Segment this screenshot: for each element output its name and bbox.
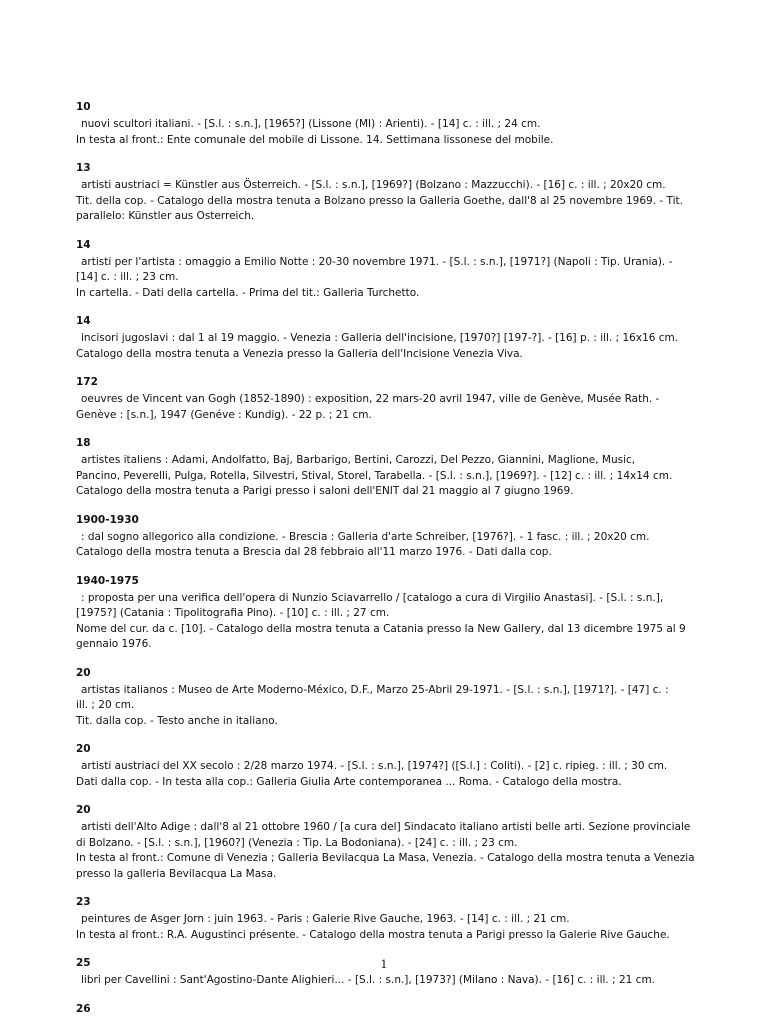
entry-heading: 10 [76,101,91,113]
entry-title-line: nuovi scultori italiani. - [S.l. : s.n.], [1965?] (Lissone (MI) : Arienti). - [14] c. : ill. ; 24 cm. [81,118,541,130]
entry-note-line: Tit. dalla cop. - Testo anche in italiano. [76,714,278,727]
entry-title-line: artisti austriaci = Künstler aus Österreich. - [S.l. : s.n.], [1969?] (Bolzano : Mazzucchi). - [16] c. : ill. ; 20x20 cm. [81,179,666,191]
entry-title-line: : dal sogno allegorico alla condizione. - Brescia : Galleria d'arte Schreiber, [1976?]. - 1 fasc. : ill. ; 20x20 cm. [81,530,650,543]
catalog-entry [76,574,696,653]
entry-title-line: incisori jugoslavi : dal 1 al 19 maggio. - Venezia : Galleria dell'incisione, [1970?] [197-?]. - [16] p. : ill. ; 16x16 cm. [81,332,679,344]
entry-note-line: Catalogo della mostra tenuta a Parigi presso i saloni dell'ENIT dal 21 maggio al 7 giugno 1969. [76,485,574,497]
catalog-entry [76,803,696,882]
entry-note-line: In testa al front.: R.A. Augustinci présente. - Catalogo della mostra tenuta a Parigi presso la Galerie Rive Gauche. [76,928,670,941]
catalog-entry [76,238,696,302]
entry-note-line: [1975?] (Catania : Tipolitografia Pino). - [10] c. : ill. ; 27 cm. [76,607,390,619]
entry-note-line: presso la galleria Bevilacqua La Masa. [76,867,277,880]
entry-heading: 20 [76,804,91,816]
entry-note-line: Catalogo della mostra tenuta a Venezia presso la Galleria dell'Incisione Venezia Viva. [76,347,523,360]
entry-title-line: libri per Cavellini : Sant'Agostino-Dante Alighieri... - [S.l. : s.n.], [1973?] (Milano : Nava). - [16] c. : ill. ; 21 cm. [81,974,656,986]
catalog-entry [76,100,696,148]
catalog-entry [76,375,696,423]
entry-note-line: di Bolzano. - [S.l. : s.n.], [1960?] (Venezia : Tip. La Bodoniana). - [24] c. : ill. ; 23 cm. [76,836,518,849]
entry-heading: 14 [76,238,91,251]
entry-note-line: In cartella. - Dati della cartella. - Prima del tit.: Galleria Turchetto. [76,286,420,299]
entry-note-line: Pancino, Peverelli, Pulga, Rotella, Silvestri, Stival, Storel, Tarabella. - [S.l. : s.n.], [1969?]. - [12] c. : ill. ; 14x14 cm. [76,469,673,482]
entry-note-line: Genève : [s.n.], 1947 (Genéve : Kundig). - 22 p. ; 21 cm. [76,408,372,421]
entry-note-line: Nome del cur. da c. [10]. - Catalogo della mostra tenuta a Catania presso la New Gallery, dal 13 dicembre 1975 al 9 [76,622,686,635]
entry-title-line: : proposta per una verifica dell'opera di Nunzio Sciavarrello / [catalogo a cura di Virgilio Anastasi]. - [S.l. : s.n.], [81,591,664,604]
entry-heading: 25 [76,957,91,969]
entry-note-line: Dati dalla cop. - In testa alla cop.: Galleria Giulia Arte contemporanea ... Roma. - Catalogo della mostra. [76,775,622,788]
entry-heading: 13 [76,162,91,174]
entry-heading: 26 [76,1002,91,1015]
entry-heading: 18 [76,437,91,449]
catalog-entry [76,1002,696,1017]
entry-note-line: In testa al front.: Ente comunale del mobile di Lissone. 14. Settimana lissonese del mobile. [76,133,554,146]
catalog-entry [76,436,696,500]
entry-note-line: In testa al front.: Comune di Venezia ; Galleria Bevilacqua La Masa, Venezia. - Catalogo della mostra tenuta a Venezia [76,852,695,864]
entry-note-line: parallelo: Künstler aus Osterreich. [76,210,255,222]
entry-note-line: ill. ; 20 cm. [76,699,135,711]
entry-heading: 20 [76,666,91,679]
page-number: 1 [380,958,388,971]
entry-note-line: [14] c. : ill. ; 23 cm. [76,271,179,283]
entry-heading: 1940-1975 [76,574,139,587]
entry-heading: 1900-1930 [76,513,139,526]
catalog-entry [76,666,696,730]
entry-title-line: artistas italianos : Museo de Arte Moderno-México, D.F., Marzo 25-Abril 29-1971. - [S.l. : s.n.], [1971?]. - [47] c. : [81,683,669,696]
entry-title-line: peintures de Asger Jorn : juin 1963. - Paris : Galerie Rive Gauche, 1963. - [14] c. : ill. ; 21 cm. [81,913,570,925]
catalog-entry [76,742,696,790]
catalog-entry [76,513,696,561]
catalog-entry [76,314,696,362]
entry-title-line: artisti per l'artista : omaggio a Emilio Notte : 20-30 novembre 1971. - [S.l. : s.n.], [1971?] (Napoli : Tip. Urania). - [81,255,673,268]
entry-note-line: Catalogo della mostra tenuta a Brescia dal 28 febbraio all'11 marzo 1976. - Dati dalla cop. [76,546,552,558]
entry-title-line: artistes italiens : Adami, Andolfatto, Baj, Barbarigo, Bertini, Carozzi, Del Pezzo, Giannini, Maglione, Music, [81,454,636,466]
entry-title-line: artisti austriaci del XX secolo : 2/28 marzo 1974. - [S.l. : s.n.], [1974?] ([S.l.] : Coliti). - [2] c. ripieg. : ill. ; 30 cm. [81,760,668,772]
entry-note-line: gennaio 1976. [76,638,152,650]
entry-title-line: oeuvres de Vincent van Gogh (1852-1890) : exposition, 22 mars-20 avril 1947, ville de Genève, Musée Rath. - [81,393,660,405]
entry-heading: 172 [76,376,98,388]
entry-heading: 14 [76,315,91,327]
catalog-entry [76,161,696,225]
catalog-entry [76,895,696,943]
entry-title-line: artisti dell'Alto Adige : dall'8 al 21 ottobre 1960 / [a cura del] Sindacato italiano artisti belle arti. Sezione provinciale [81,821,691,833]
catalog-page [76,100,696,1030]
entry-note-line: Tit. della cop. - Catalogo della mostra tenuta a Bolzano presso la Galleria Goethe, dall'8 al 25 novembre 1969. - Tit. [76,194,683,207]
entry-heading: 23 [76,896,91,908]
entry-heading: 20 [76,743,91,755]
